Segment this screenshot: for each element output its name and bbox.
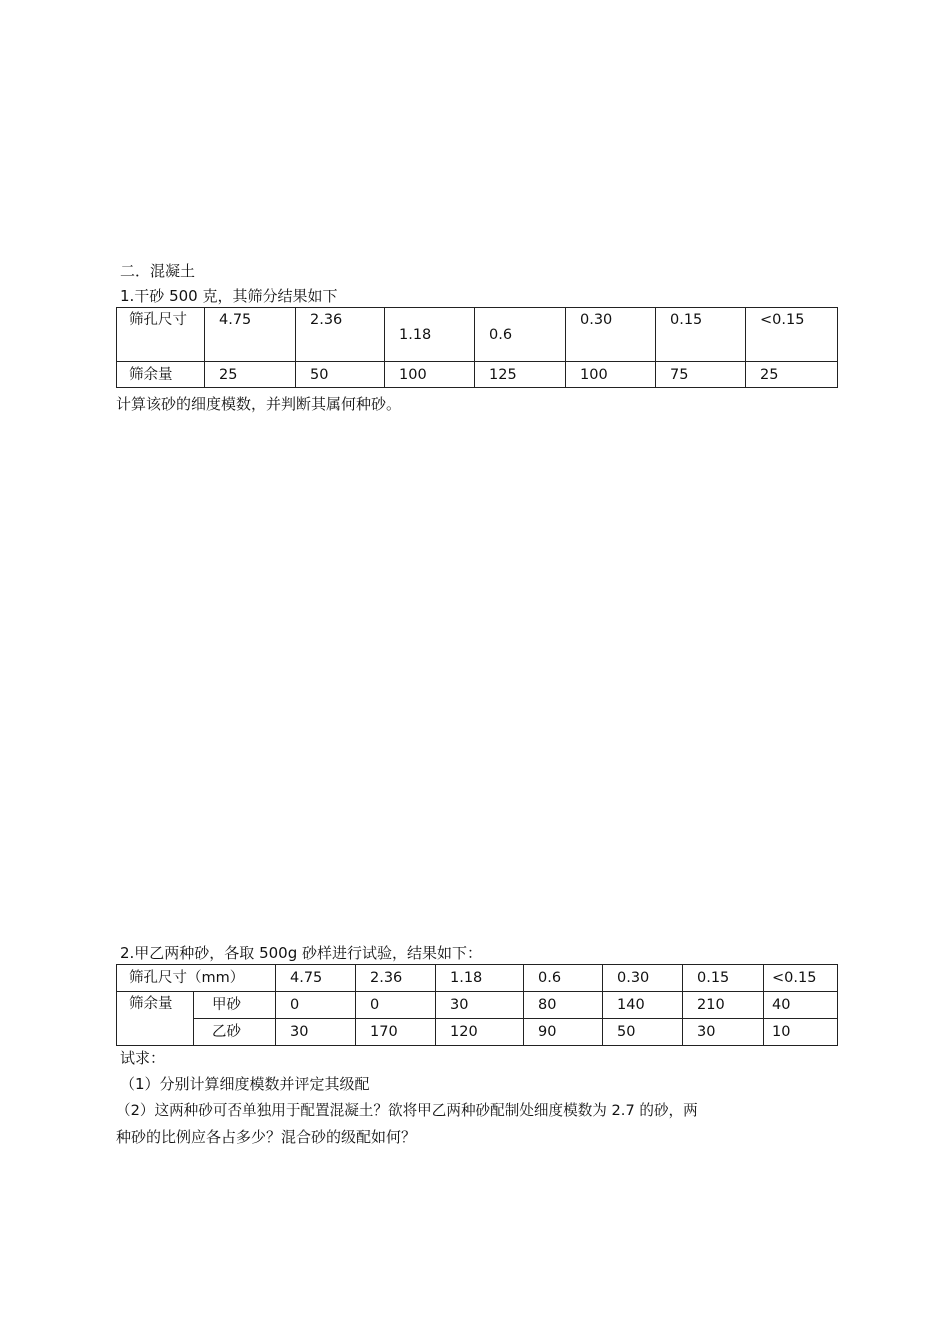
sand-a-cell: 30 (436, 992, 524, 1019)
retained-cell: 50 (296, 362, 385, 388)
sand-b-cell: 10 (764, 1019, 838, 1046)
retained-cell: 100 (385, 362, 475, 388)
sand-b-cell: 50 (603, 1019, 683, 1046)
sieve-size-cell: 0.30 (566, 308, 656, 362)
question-2-part-1: （1）分别计算细度模数并评定其级配 (120, 1075, 370, 1093)
retained-cell: 75 (656, 362, 746, 388)
sand-a-cell: 80 (524, 992, 603, 1019)
sieve-size-cell: 2.36 (296, 308, 385, 362)
sand-a-cell: 0 (356, 992, 436, 1019)
sand-b-cell: 120 (436, 1019, 524, 1046)
sieve-size-cell: 0.15 (683, 965, 764, 992)
sieve-size-cell: 2.36 (356, 965, 436, 992)
question-1-intro: 1.干砂 500 克，其筛分结果如下 (120, 287, 338, 305)
table-row (117, 308, 838, 362)
sand-b-cell: 30 (683, 1019, 764, 1046)
sieve-size-cell: <0.15 (746, 308, 838, 362)
question-2-ask: 试求： (120, 1049, 166, 1067)
sand-b-cell: 30 (276, 1019, 356, 1046)
sand-b-cell: 170 (356, 1019, 436, 1046)
retained-header: 筛余量 (117, 992, 194, 1046)
sieve-size-cell: 0.6 (524, 965, 603, 992)
sieve-size-cell: 4.75 (205, 308, 296, 362)
sieve-size-cell: 0.15 (656, 308, 746, 362)
retained-header: 筛余量 (117, 362, 205, 388)
sieve-size-header: 筛孔尺寸 (117, 308, 205, 362)
table-row (117, 1019, 838, 1046)
sand-a-cell: 0 (276, 992, 356, 1019)
section-title: 二．混凝土 (120, 262, 196, 280)
question-2-part-2-line-2: 种砂的比例应各占多少？混合砂的级配如何？ (116, 1128, 417, 1146)
sand-b-cell: 90 (524, 1019, 603, 1046)
retained-cell: 125 (475, 362, 566, 388)
retained-cell: 100 (566, 362, 656, 388)
retained-cell: 25 (746, 362, 838, 388)
table-row (117, 362, 838, 388)
sieve-size-cell: 0.30 (603, 965, 683, 992)
sieve-table-2 (116, 964, 838, 1046)
sand-a-label: 甲砂 (194, 992, 276, 1019)
sand-a-cell: 40 (764, 992, 838, 1019)
sieve-size-header: 筛孔尺寸（mm） (117, 965, 276, 992)
sieve-size-cell: <0.15 (764, 965, 838, 992)
sand-a-cell: 140 (603, 992, 683, 1019)
sieve-size-cell: 1.18 (436, 965, 524, 992)
sand-b-label: 乙砂 (194, 1019, 276, 1046)
question-2-part-2-line-1: （2）这两种砂可否单独用于配置混凝土？欲将甲乙两种砂配制处细度模数为 2.7 的砂，两 (116, 1102, 698, 1119)
sieve-table-1 (116, 307, 838, 388)
sieve-size-cell: 0.6 (475, 308, 566, 362)
table-row (117, 965, 838, 992)
sand-a-cell: 210 (683, 992, 764, 1019)
table-row (117, 992, 838, 1019)
question-2-intro: 2.甲乙两种砂，各取 500g 砂样进行试验，结果如下： (120, 944, 483, 962)
sieve-size-cell: 1.18 (385, 308, 475, 362)
retained-cell: 25 (205, 362, 296, 388)
sieve-size-cell: 4.75 (276, 965, 356, 992)
question-1-task: 计算该砂的细度模数，并判断其属何种砂。 (116, 395, 402, 413)
